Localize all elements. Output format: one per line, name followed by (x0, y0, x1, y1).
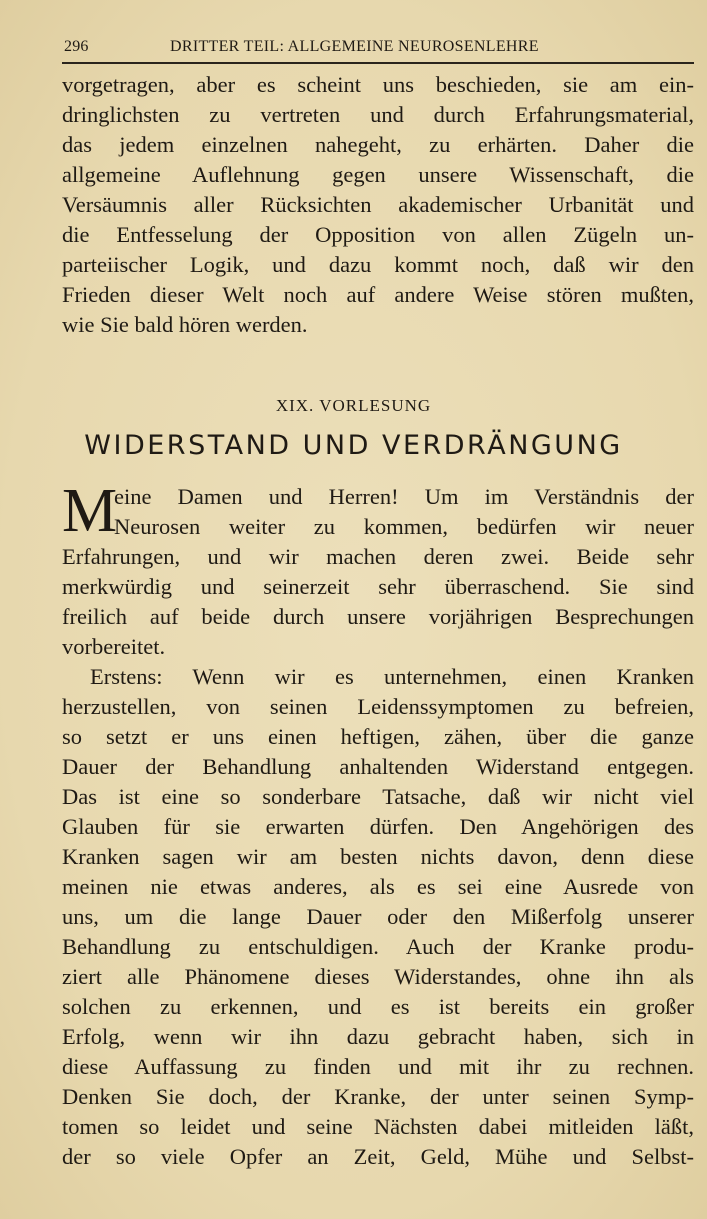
text-line: solchen zu erkennen, und es ist bereits ein großer (62, 994, 694, 1019)
text-line: Erstens: Wenn wir es unternehmen, einen Kranken (90, 664, 694, 689)
text-line: parteiischer Logik, und dazu kommt noch, daß wir den (62, 252, 694, 277)
text-line: Denken Sie doch, der Kranke, der unter seinen Symp- (62, 1084, 694, 1109)
text-line: Versäumnis aller Rücksichten akademischer Urbanität und (62, 192, 694, 217)
paragraph-1 (62, 477, 694, 662)
text-line: das jedem einzelnen nahegeht, zu erhärten. Daher die (62, 132, 694, 157)
text-line: der so viele Opfer an Zeit, Geld, Mühe und Selbst- (62, 1144, 694, 1169)
text-line: diese Auffassung zu finden und mit ihr zu rechnen. (62, 1054, 694, 1079)
paragraph-2 (62, 662, 694, 1172)
chapter-body (62, 477, 694, 1172)
drop-cap: M (62, 477, 118, 545)
text-line: meinen nie etwas anderes, als es sei eine Ausrede von (62, 874, 694, 899)
text-line: Erfahrungen, und wir machen deren zwei. Beide sehr (62, 544, 694, 569)
text-line: ziert alle Phänomene dieses Widerstandes, ohne ihn als (62, 964, 694, 989)
text-line: so setzt er uns einen heftigen, zähen, über die ganze (62, 724, 694, 749)
text-line: Glauben für sie erwarten dürfen. Den Angehörigen des (62, 814, 694, 839)
text-line: Behandlung zu entschuldigen. Auch der Kranke produ- (62, 934, 694, 959)
text-line: Das ist eine so sonderbare Tatsache, daß wir nicht viel (62, 784, 694, 809)
running-title: DRITTER TEIL: ALLGEMEINE NEUROSENLEHRE (170, 38, 539, 55)
text-line: merkwürdig und seinerzeit sehr überraschend. Sie sind (62, 574, 694, 599)
text-line: Neurosen weiter zu kommen, bedürfen wir neuer (114, 514, 694, 539)
text-line: eine Damen und Herren! Um im Verständnis der (114, 484, 694, 509)
text-line: Dauer der Behandlung anhaltenden Widerstand entgegen. (62, 754, 694, 779)
text-line: Kranken sagen wir am besten nichts davon, denn diese (62, 844, 694, 869)
text-line: vorgetragen, aber es scheint uns beschieden, sie am ein- (62, 72, 694, 97)
text-line: die Entfesselung der Opposition von allen Zügeln un- (62, 222, 694, 247)
text-line: freilich auf beide durch unsere vorjährigen Besprechungen (62, 604, 694, 629)
text-line: vorbereitet. (62, 634, 166, 659)
text-line: herzustellen, von seinen Leidenssymptomen zu befreien, (62, 694, 694, 719)
text-line: wie Sie bald hören werden. (62, 312, 308, 337)
text-line: allgemeine Auflehnung gegen unsere Wissenschaft, die (62, 162, 694, 187)
text-line: Erfolg, wenn wir ihn dazu gebracht haben, sich in (62, 1024, 694, 1049)
page-header (62, 36, 694, 64)
chapter-title: WIDERSTAND UND VERDRÄNGUNG (84, 430, 623, 461)
page-number: 296 (64, 38, 89, 55)
lecture-label: XIX. VORLESUNG (275, 396, 432, 415)
text-line: tomen so leidet und seine Nächsten dabei mitleiden läßt, (62, 1114, 694, 1139)
continuation-paragraph (62, 70, 694, 340)
text-line: Frieden dieser Welt noch auf andere Weise stören mußten, (62, 282, 694, 307)
text-line: uns, um die lange Dauer oder den Mißerfolg unserer (62, 904, 694, 929)
text-line: dringlichsten zu vertreten und durch Erfahrungsmaterial, (62, 102, 694, 127)
